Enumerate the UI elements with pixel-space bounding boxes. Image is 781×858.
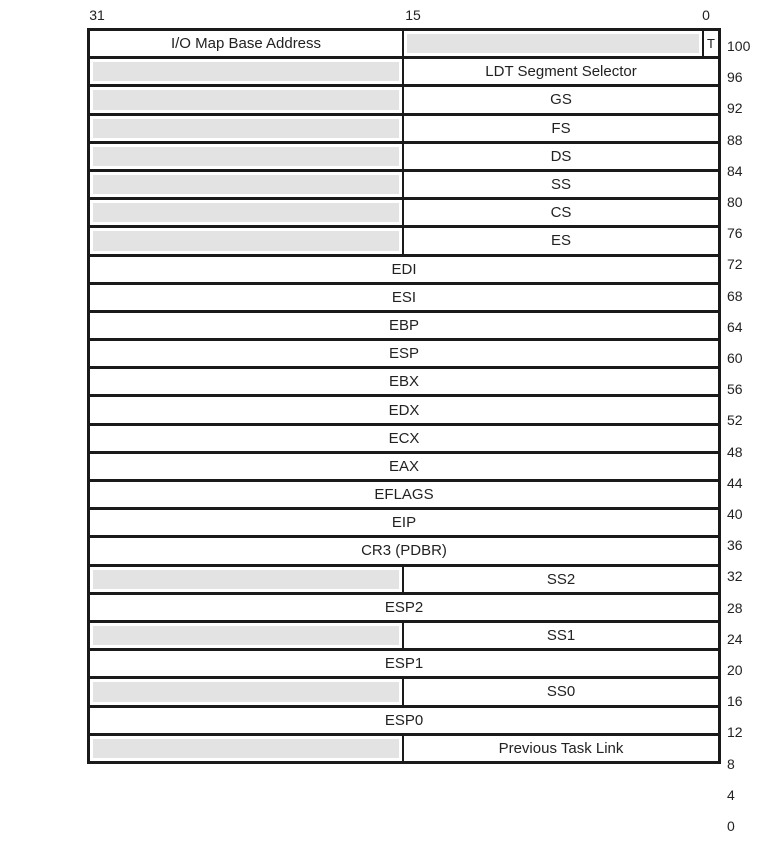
tss-field-high (90, 172, 404, 197)
tss-field-low: FS (551, 119, 571, 137)
reserved-area (407, 34, 699, 53)
tss-row-offset-36 (90, 482, 718, 510)
tss-field-high (90, 736, 404, 761)
tss-row-offset-72 (90, 228, 718, 256)
tss-field-high (90, 144, 404, 169)
tss-field-high (90, 116, 404, 141)
tss-field-low (404, 31, 702, 56)
offset-label: 28 (727, 599, 743, 616)
tss-field-low: GS (550, 91, 572, 109)
tss-field: ESP1 (384, 655, 424, 673)
tss-field: EFLAGS (374, 486, 434, 504)
tss-row-offset-96 (90, 59, 718, 87)
offset-label: 72 (727, 256, 743, 273)
tss-row-offset-16 (90, 623, 718, 651)
offset-label: 0 (727, 818, 735, 834)
offset-label: 4 (727, 786, 735, 803)
tss-row-offset-52 (90, 369, 718, 397)
offset-label: 36 (727, 537, 743, 554)
offset-label: 8 (727, 755, 735, 772)
tss-field-low: SS (550, 176, 571, 194)
reserved-area (93, 90, 399, 109)
tss-field-low: SS0 (546, 683, 576, 701)
tss-field-high (90, 228, 404, 253)
tss-field-high: I/O Map Base Address (90, 31, 404, 56)
offset-label: 32 (727, 568, 743, 585)
tss-row-offset-64 (90, 285, 718, 313)
tss-field-low: SS2 (546, 570, 576, 588)
tss-row-offset-100 (90, 31, 718, 59)
tss-field: EDI (391, 260, 417, 278)
tss-row-offset-68 (90, 257, 718, 285)
tss-field-low: ES (550, 232, 571, 250)
tss-row-offset-76 (90, 200, 718, 228)
tss-row-offset-4 (90, 708, 718, 736)
tss-row-offset-12 (90, 651, 718, 679)
offset-label: 24 (727, 630, 743, 647)
reserved-area (93, 626, 399, 645)
tss-row-offset-0 (90, 736, 718, 764)
tss-row-offset-28 (90, 538, 718, 566)
tss-row-offset-56 (90, 341, 718, 369)
tss-field-high (90, 59, 404, 84)
tss-field: ECX (388, 429, 420, 447)
tss-field-high (90, 623, 404, 648)
debug-trap-flag: T (702, 31, 718, 56)
offset-label: 20 (727, 662, 743, 678)
tss-layout-diagram (87, 28, 721, 764)
tss-field-low: Previous Task Link (498, 739, 624, 757)
tss-row-offset-32 (90, 510, 718, 538)
offset-label: 12 (727, 724, 743, 741)
tss-field: ESP (388, 345, 419, 363)
tss-row-offset-84 (90, 144, 718, 172)
tss-field: EBP (388, 316, 419, 334)
tss-field-high (90, 87, 404, 112)
offset-label: 84 (727, 162, 743, 179)
reserved-area (93, 119, 399, 138)
reserved-area (93, 203, 399, 222)
offset-label: 16 (727, 693, 743, 710)
reserved-area (93, 147, 399, 166)
reserved-area (93, 739, 399, 758)
reserved-area (93, 570, 399, 589)
bit-label-0: 0 (702, 7, 710, 23)
reserved-area (93, 62, 399, 81)
offset-label: 56 (727, 381, 743, 398)
offset-label: 64 (727, 318, 743, 335)
tss-field-low: CS (550, 204, 572, 222)
tss-row-offset-88 (90, 116, 718, 144)
bit-label-31: 31 (89, 7, 105, 23)
tss-field: ESI (391, 288, 417, 306)
tss-field: EDX (388, 401, 420, 419)
tss-row-offset-92 (90, 87, 718, 115)
tss-row-offset-8 (90, 679, 718, 707)
tss-field-low: DS (550, 147, 572, 165)
tss-field: EBX (388, 373, 419, 391)
offset-label: 100 (727, 38, 751, 54)
reserved-area (93, 175, 399, 194)
offset-label: 40 (727, 506, 743, 522)
tss-field-low: LDT Segment Selector (485, 63, 637, 81)
offset-label: 52 (727, 412, 743, 429)
tss-field-high (90, 200, 404, 225)
tss-field: CR3 (PDBR) (361, 542, 447, 560)
offset-label: 88 (727, 131, 743, 148)
offset-label: 76 (727, 225, 743, 242)
offset-label: 80 (727, 194, 743, 210)
tss-field-low: SS1 (546, 627, 576, 645)
tss-field: ESP2 (384, 598, 424, 616)
offset-label: 44 (727, 474, 743, 491)
tss-field: ESP0 (384, 711, 424, 729)
tss-field: EIP (391, 514, 417, 532)
reserved-area (93, 231, 399, 250)
tss-field-high (90, 679, 404, 704)
bit-label-15: 15 (405, 7, 421, 23)
tss-row-offset-60 (90, 313, 718, 341)
tss-field: EAX (388, 457, 419, 475)
tss-row-offset-40 (90, 454, 718, 482)
tss-row-offset-24 (90, 567, 718, 595)
offset-label: 60 (727, 350, 743, 366)
tss-row-offset-80 (90, 172, 718, 200)
tss-row-offset-48 (90, 397, 718, 425)
tss-row-offset-20 (90, 595, 718, 623)
tss-row-offset-44 (90, 426, 718, 454)
offset-label: 96 (727, 69, 743, 86)
offset-label: 68 (727, 287, 743, 304)
offset-label: 48 (727, 443, 743, 460)
tss-field-high (90, 567, 404, 592)
reserved-area (93, 682, 399, 701)
offset-label: 92 (727, 100, 743, 117)
